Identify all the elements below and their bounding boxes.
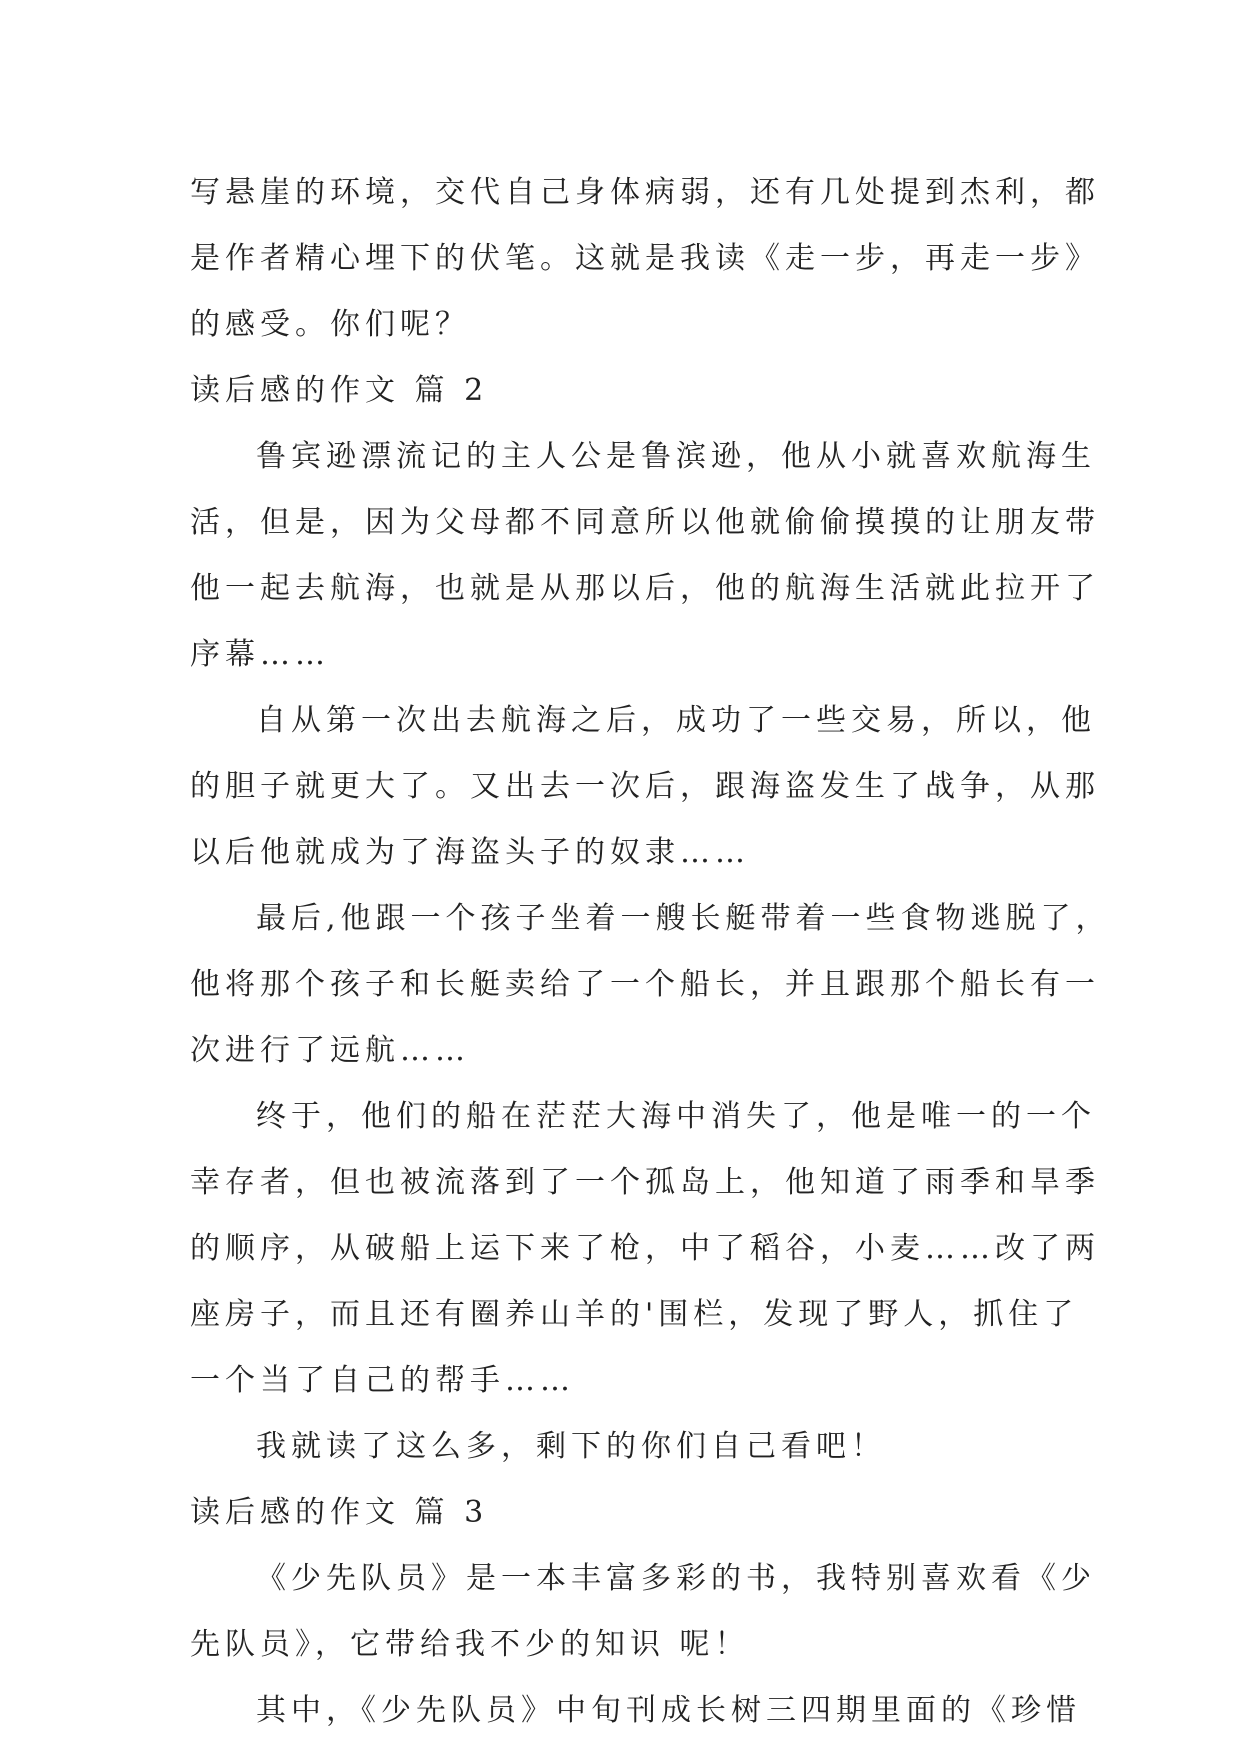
text-line: 最后,他跟一个孩子坐着一艘长艇带着一些食物逃脱了， xyxy=(256,901,1111,936)
text-line: 以后他就成为了海盗头子的奴隶…… xyxy=(190,835,750,870)
text-line: 我就读了这么多，剩下的你们自己看吧！ xyxy=(256,1429,886,1464)
text-line: 次进行了远航…… xyxy=(190,1033,470,1068)
text-line: 的感受。你们呢？ xyxy=(190,307,470,342)
text-line: 《少先队员》是一本丰富多彩的书，我特别喜欢看《少 xyxy=(256,1561,1096,1596)
text-line: 鲁宾逊漂流记的主人公是鲁滨逊，他从小就喜欢航海生 xyxy=(256,439,1096,474)
section-heading: 读后感的作文 篇 2 xyxy=(190,373,489,408)
text-line: 座房子，而且还有圈养山羊的'围栏，发现了野人，抓住了 xyxy=(190,1297,1079,1332)
text-line: 写悬崖的环境，交代自己身体病弱，还有几处提到杰利，都 xyxy=(190,175,1100,210)
text-line: 一个当了自己的帮手…… xyxy=(190,1363,575,1398)
document-body xyxy=(190,160,1111,1744)
text-line: 他将那个孩子和长艇卖给了一个船长，并且跟那个船长有一 xyxy=(190,967,1100,1002)
text-line: 序幕…… xyxy=(190,637,330,672)
text-line: 先队员》，它带给我不少的知识 呢！ xyxy=(190,1627,750,1662)
text-line: 的胆子就更大了。又出去一次后，跟海盗发生了战争，从那 xyxy=(190,769,1100,804)
text-line: 幸存者，但也被流落到了一个孤岛上，他知道了雨季和旱季 xyxy=(190,1165,1100,1200)
text-line: 的顺序，从破船上运下来了枪，中了稻谷，小麦……改了两 xyxy=(190,1231,1100,1266)
text-line: 自从第一次出去航海之后，成功了一些交易，所以，他 xyxy=(256,703,1096,738)
text-line: 他一起去航海，也就是从那以后，他的航海生活就此拉开了 xyxy=(190,571,1100,606)
text-line: 是作者精心埋下的伏笔。这就是我读《走一步，再走一步》 xyxy=(190,241,1100,276)
text-line: 其中，《少先队员》中旬刊成长树三四期里面的《珍惜 xyxy=(256,1693,1081,1728)
text-line: 终于，他们的船在茫茫大海中消失了，他是唯一的一个 xyxy=(256,1099,1096,1134)
text-line: 活，但是，因为父母都不同意所以他就偷偷摸摸的让朋友带 xyxy=(190,505,1100,540)
section-heading: 读后感的作文 篇 3 xyxy=(190,1495,489,1530)
